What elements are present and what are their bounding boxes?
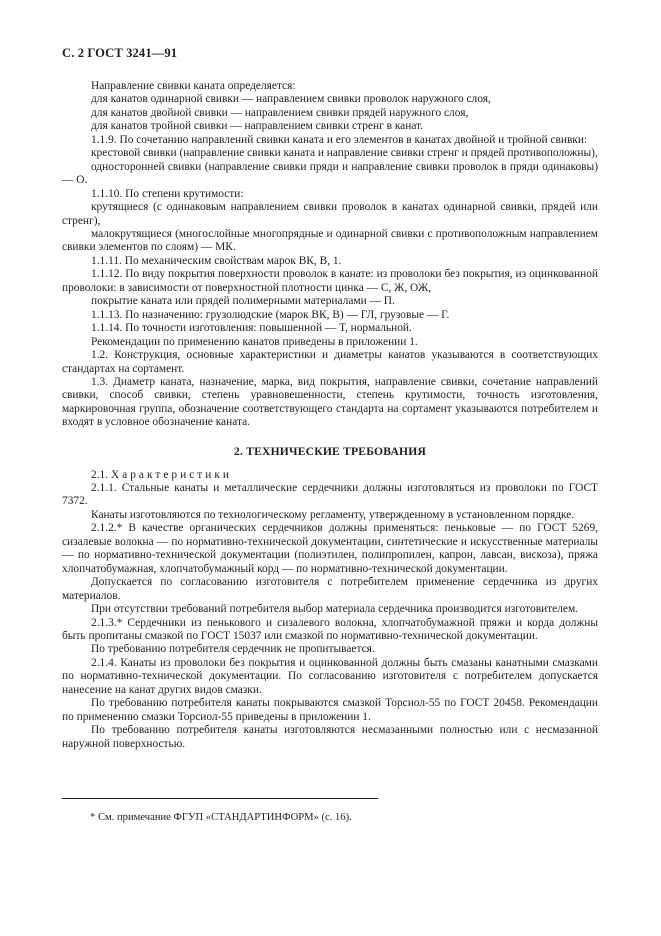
page-header: С. 2 ГОСТ 3241—91 <box>62 46 178 60</box>
subsection-number: 2.1. <box>91 469 109 481</box>
paragraph: 2.1.4. Канаты из проволоки без покрытия и оцинкованной должны быть смазаны канатными смазками по нормативно-технической документации. По согласованию изготовителя с потребителем допускается нанесение на канат других видов смазки. <box>62 656 598 696</box>
paragraph: 1.1.9. По сочетанию направлений свивки каната и его элементов в канатах двойной и тройной свивки: <box>91 133 588 146</box>
paragraph: крутящиеся (с одинаковым направлением свивки проволок в канатах одинарной свивки, прядей или стренг), <box>62 201 598 227</box>
paragraph: По требованию потребителя канаты изготовляются несмазанными полностью или с несмазанной наружной поверхностью. <box>62 724 598 750</box>
section-heading: 2. ТЕХНИЧЕСКИЕ ТРЕБОВАНИЯ <box>233 445 427 458</box>
paragraph: 1.1.11. По механическим свойствам марок ВК, В, 1. <box>91 254 342 267</box>
subsection-name: Характеристики <box>110 469 232 481</box>
subsection-title <box>62 469 598 482</box>
paragraph: 1.1.14. По точности изготовления: повышенной — Т, нормальной. <box>91 322 412 335</box>
paragraph: для канатов одинарной свивки — направлением свивки проволок наружного слоя, <box>91 93 491 106</box>
paragraph: 1.1.13. По назначению: грузолюдские (марок ВК, В) — ГЛ, грузовые — Г. <box>91 308 450 321</box>
paragraph: малокрутящиеся (многослойные многопрядные и одинарной свивки с противоположным направлением свивки элементов по слоям) — МК. <box>62 227 598 254</box>
footnote-rule <box>62 798 378 799</box>
paragraph: односторонней свивки (направление свивки пряди и направление свивки проволок в пряди одинаковы) — О. <box>62 160 598 187</box>
paragraph: При отсутствии требований потребителя выбор материала сердечника производится изготовителем. <box>91 603 579 616</box>
subsection-line <box>62 469 598 482</box>
footnote: * См. примечание ФГУП «СТАНДАРТИНФОРМ» (с. 16). <box>90 812 352 823</box>
paragraph: для канатов тройной свивки — направлением свивки стренг в канат. <box>91 120 424 133</box>
paragraph: покрытие каната или прядей полимерными материалами — П. <box>91 295 395 308</box>
paragraph: для канатов двойной свивки — направлением свивки прядей наружного слоя, <box>91 106 469 119</box>
paragraph: 2.1.3.* Сердечники из пенькового и сизалевого волокна, хлопчатобумажной пряжи и корда должны быть пропитаны смазкой по ГОСТ 15037 или смазкой по нормативно-технической документации. <box>62 616 598 642</box>
paragraph: Допускается по согласованию изготовителя с потребителем применение сердечника из других материалов. <box>62 576 598 602</box>
paragraph: По требованию потребителя сердечник не пропитывается. <box>91 643 375 656</box>
paragraph: Направление свивки каната определяется: <box>91 80 296 92</box>
paragraph: 2.1.1. Стальные канаты и металлические сердечники должны изготовляться из проволоки по ГОСТ 7372. <box>62 482 598 508</box>
section-heading-block <box>62 445 598 458</box>
paragraph: Канаты изготовляются по технологическому регламенту, утвержденному в установленном порядке. <box>91 508 575 521</box>
paragraph: 1.3. Диаметр каната, назначение, марка, вид покрытия, направление свивки, сочетание направлений свивки, способ свивки, степень уравновешенности, степень крутимости, точность изготовления, маркировочная группа, обозначение соответствующего стандарта на сортамент указываются потребителем и входят в условное обозначение каната. <box>62 375 598 429</box>
paragraph: Рекомендации по применению канатов приведены в приложении 1. <box>91 335 418 348</box>
paragraph: 1.1.10. По степени крутимости: <box>91 187 244 200</box>
paragraph: 1.1.12. По виду покрытия поверхности проволок в канате: из проволоки без покрытия, из оцинкованной проволоки: в зависимости от поверхностной плотности цинка — С, Ж, ОЖ, <box>62 268 598 294</box>
top-text-block <box>62 80 598 430</box>
paragraph: 1.2. Конструкция, основные характеристики и диаметры канатов указываются в соответствующих стандартах на сортамент. <box>62 349 598 375</box>
paragraph: 2.1.2.* В качестве органических сердечников должны применяться: пеньковые — по ГОСТ 5269, сизалевые волокна — по нормативно-технической документации, синтетические и искусственные материалы — по нормативно-технической документации (полиэтилен, полипропилен, капрон, лавсан, вискоза), пряжа хлопчатобумажная, хлопчатобумажный корд — по нормативно-технической документации. <box>62 522 598 575</box>
paragraph: крестовой свивки (направление свивки каната и направление свивки стренг и прядей противоположны), <box>91 147 598 160</box>
paragraph: По требованию потребителя канаты покрываются смазкой Торсиол-55 по ГОСТ 20458. Рекомендации по применению смазки Торсиол-55 приведены в приложении 1. <box>62 697 598 723</box>
bottom-text-block <box>62 482 598 751</box>
